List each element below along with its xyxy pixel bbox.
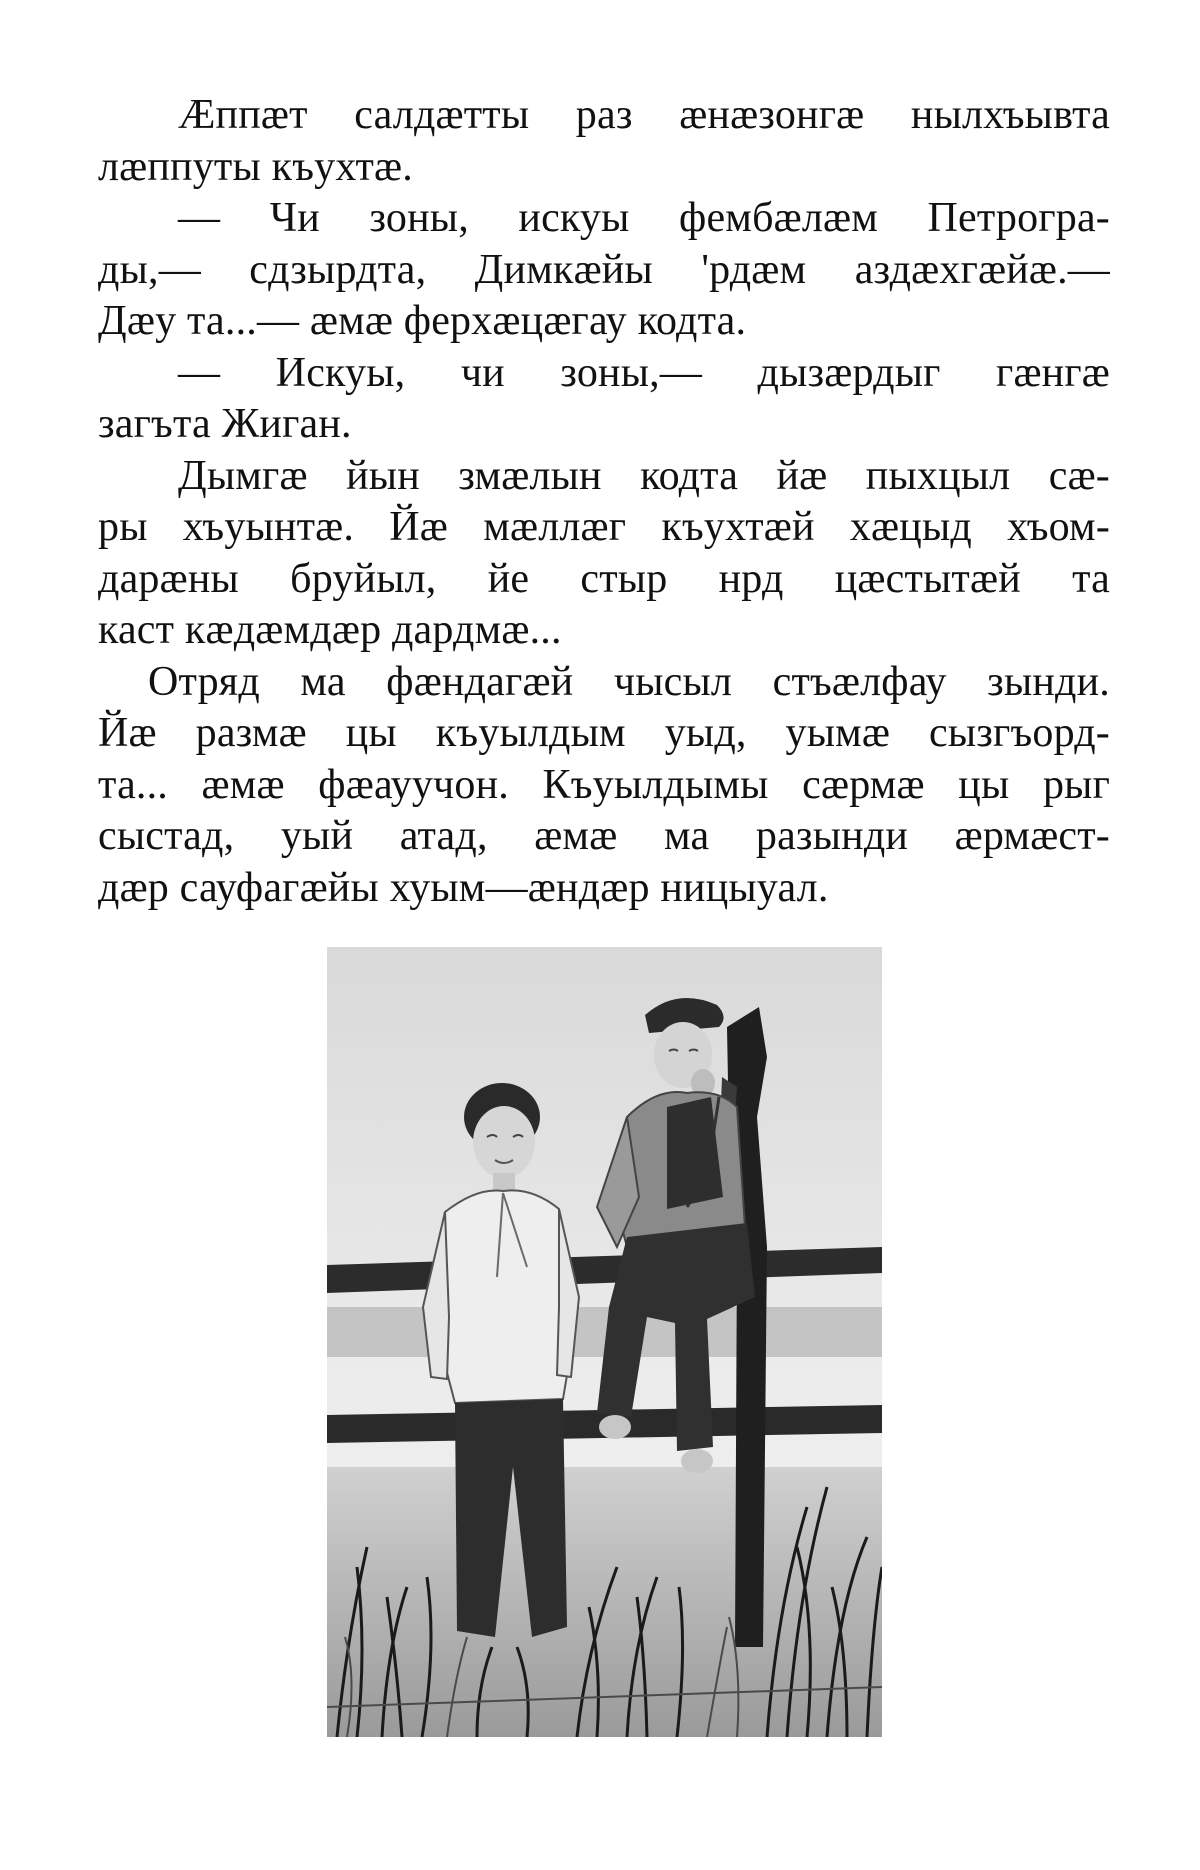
text-line: дарæны бруйыл, йе стыр нрд цæстытæй та (98, 555, 1110, 602)
text-line: ды,— сдзырдта, Димкæйы 'рдæм аздæхгæйæ.— (98, 246, 1110, 293)
paragraph-1 (98, 90, 1110, 193)
text-line: загъта Жиган. (98, 401, 352, 447)
illustration (327, 947, 882, 1737)
text-line: — Чи зоны, искуы фембæлæм Петрогра- (178, 195, 1110, 241)
text-line: Æппæт салдæтты раз æнæзонгæ нылхъывта (178, 92, 1110, 138)
text-line: сыстад, уый атад, æмæ ма разынди æрмæст- (98, 813, 1110, 859)
text-line: Отряд ма фæндагæй чысыл стъæлфау зынди. (148, 658, 1110, 705)
text-line: лæппуты къухтæ. (98, 143, 413, 190)
illustration-drawing (327, 947, 882, 1737)
paragraph-3 (98, 348, 1110, 451)
text-line: Дæу та...— æмæ ферхæцæгау кодта. (98, 298, 747, 344)
text-line: ры хъуынтæ. Йæ мæллæг къухтæй хæцыд хъом- (98, 504, 1110, 550)
paragraph-4 (98, 451, 1110, 657)
text-line: — Искуы, чи зоны,— дызæрдыг гæнгæ (178, 349, 1110, 396)
text-line: Йæ размæ цы къуылдым уыд, уымæ сызгъорд- (98, 710, 1110, 756)
text-line: та... æмæ фæауучон. Къуылдымы сæрмæ цы рыг (98, 761, 1110, 808)
text-line: Дымгæ йын змæлын кодта йæ пыхцыл сæ- (178, 452, 1110, 499)
text-block (98, 90, 1110, 914)
paragraph-5 (98, 657, 1110, 915)
text-line: дæр сауфагæйы хуым—æндæр ницыуал. (98, 864, 829, 911)
paragraph-2 (98, 193, 1110, 348)
text-line: каст кæдæмдæр дардмæ... (98, 607, 562, 653)
